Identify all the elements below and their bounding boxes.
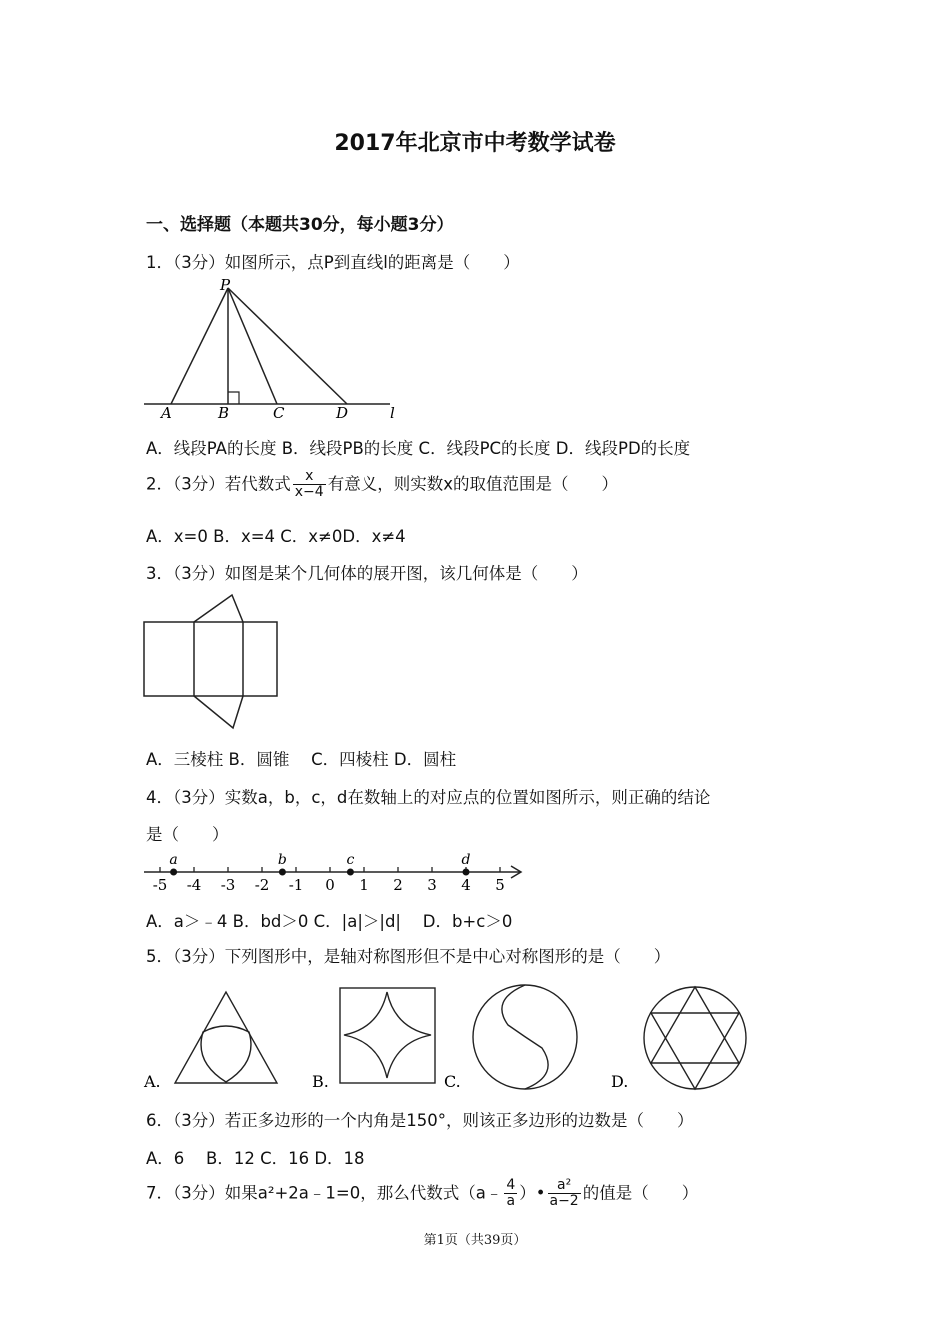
q5-figures	[140, 980, 760, 1095]
tick-label: -4	[186, 876, 202, 894]
q1-figure	[140, 276, 410, 426]
fig-label-c: C.	[444, 1072, 461, 1091]
q4-stem-line2: 是（ ）	[146, 825, 229, 844]
q3-options: A．三棱柱 B．圆锥 C．四棱柱 D．圆柱	[146, 750, 457, 769]
q6-stem: 6．（3分）若正多边形的一个内角是150°，则该正多边形的边数是（ ）	[146, 1111, 694, 1130]
figure-d-hexagram-circle	[644, 987, 746, 1089]
label-l: l	[390, 404, 395, 422]
point-c	[347, 869, 354, 876]
q5-stem: 5．（3分）下列图形中，是轴对称图形但不是中心对称图形的是（ ）	[146, 947, 671, 966]
figure-b-square-star	[340, 988, 435, 1083]
tick-label: 4	[461, 876, 471, 894]
q2-stem-after: 有意义，则实数x的取值范围是（ ）	[327, 474, 618, 494]
tick-label: 3	[427, 876, 437, 894]
q7-stem-before: 7．（3分）如果a²+2a﹣1=0，那么代数式（a﹣	[146, 1183, 503, 1203]
tick-label: -3	[220, 876, 236, 894]
label-p: P	[220, 276, 231, 294]
point-d	[463, 869, 470, 876]
segment-pa	[171, 288, 228, 404]
point-label-d: d	[461, 852, 471, 868]
q7-frac2-den: a−2	[549, 1193, 579, 1210]
label-a: A	[161, 404, 172, 422]
label-d: D	[336, 404, 349, 422]
q1-stem: 1．（3分）如图所示，点P到直线l的距离是（ ）	[146, 253, 520, 272]
q7-stem	[146, 1178, 698, 1210]
q3-stem: 3．（3分）如图是某个几何体的展开图，该几何体是（ ）	[146, 564, 588, 583]
page-footer: 第1页（共39页）	[423, 1233, 527, 1248]
figure-c-circle-curve	[473, 985, 577, 1089]
q6-options: A．6 B．12 C．16 D．18	[146, 1149, 365, 1168]
label-c: C	[273, 404, 285, 422]
q7-fraction-2	[548, 1178, 581, 1210]
page-title: 2017年北京市中考数学试卷	[334, 131, 616, 156]
point-b	[279, 869, 286, 876]
tick-label: 0	[325, 876, 335, 894]
q2-fraction	[293, 469, 326, 501]
q3-figure	[140, 590, 285, 735]
fig-label-a: A.	[144, 1072, 161, 1091]
figure-a-triangle-reuleaux	[175, 992, 277, 1083]
label-b: B	[218, 404, 230, 422]
tick-label: -5	[152, 876, 168, 894]
q7-frac2-num: a²	[548, 1178, 581, 1194]
q7-middle: ）•	[519, 1183, 546, 1203]
q4-number-line	[140, 850, 530, 895]
tick-label: -2	[254, 876, 270, 894]
tick-label: 5	[495, 876, 505, 894]
q2-options: A．x=0 B．x=4 C．x≠0D．x≠4	[146, 527, 406, 546]
net-bottom-triangle	[194, 696, 243, 728]
q4-options: A．a＞﹣4 B．bd＞0 C．|a|＞|d| D．b+c＞0	[146, 912, 513, 931]
fig-label-d: D.	[611, 1072, 629, 1091]
net-rectangle	[144, 622, 277, 696]
point-label-b: b	[277, 852, 287, 868]
q4-stem-line1: 4．（3分）实数a，b，c，d在数轴上的对应点的位置如图所示，则正确的结论	[146, 788, 711, 807]
segment-pd	[228, 288, 347, 404]
q2-stem-before: 2．（3分）若代数式	[146, 474, 291, 494]
tick-label: 2	[393, 876, 403, 894]
q7-fraction-1	[504, 1178, 517, 1210]
net-top-triangle	[194, 595, 243, 622]
tick-label: -1	[288, 876, 304, 894]
q2-frac-den: x−4	[294, 484, 324, 501]
right-angle-mark	[228, 392, 239, 404]
q2-frac-num: x	[293, 469, 326, 485]
tick-label: 1	[359, 876, 369, 894]
fig-label-b: B.	[312, 1072, 329, 1091]
point-a	[170, 869, 177, 876]
point-label-c: c	[346, 852, 355, 868]
segment-pc	[228, 288, 277, 404]
q7-stem-after: 的值是（ ）	[582, 1183, 699, 1203]
section-heading: 一、选择题（本题共30分，每小题3分）	[146, 215, 454, 235]
q2-stem	[146, 469, 618, 501]
q7-frac1-den: a	[506, 1193, 516, 1210]
point-label-a: a	[169, 852, 178, 868]
q7-frac1-num: 4	[506, 1177, 516, 1193]
q1-options: A．线段PA的长度 B．线段PB的长度 C．线段PC的长度 D．线段PD的长度	[146, 439, 691, 458]
